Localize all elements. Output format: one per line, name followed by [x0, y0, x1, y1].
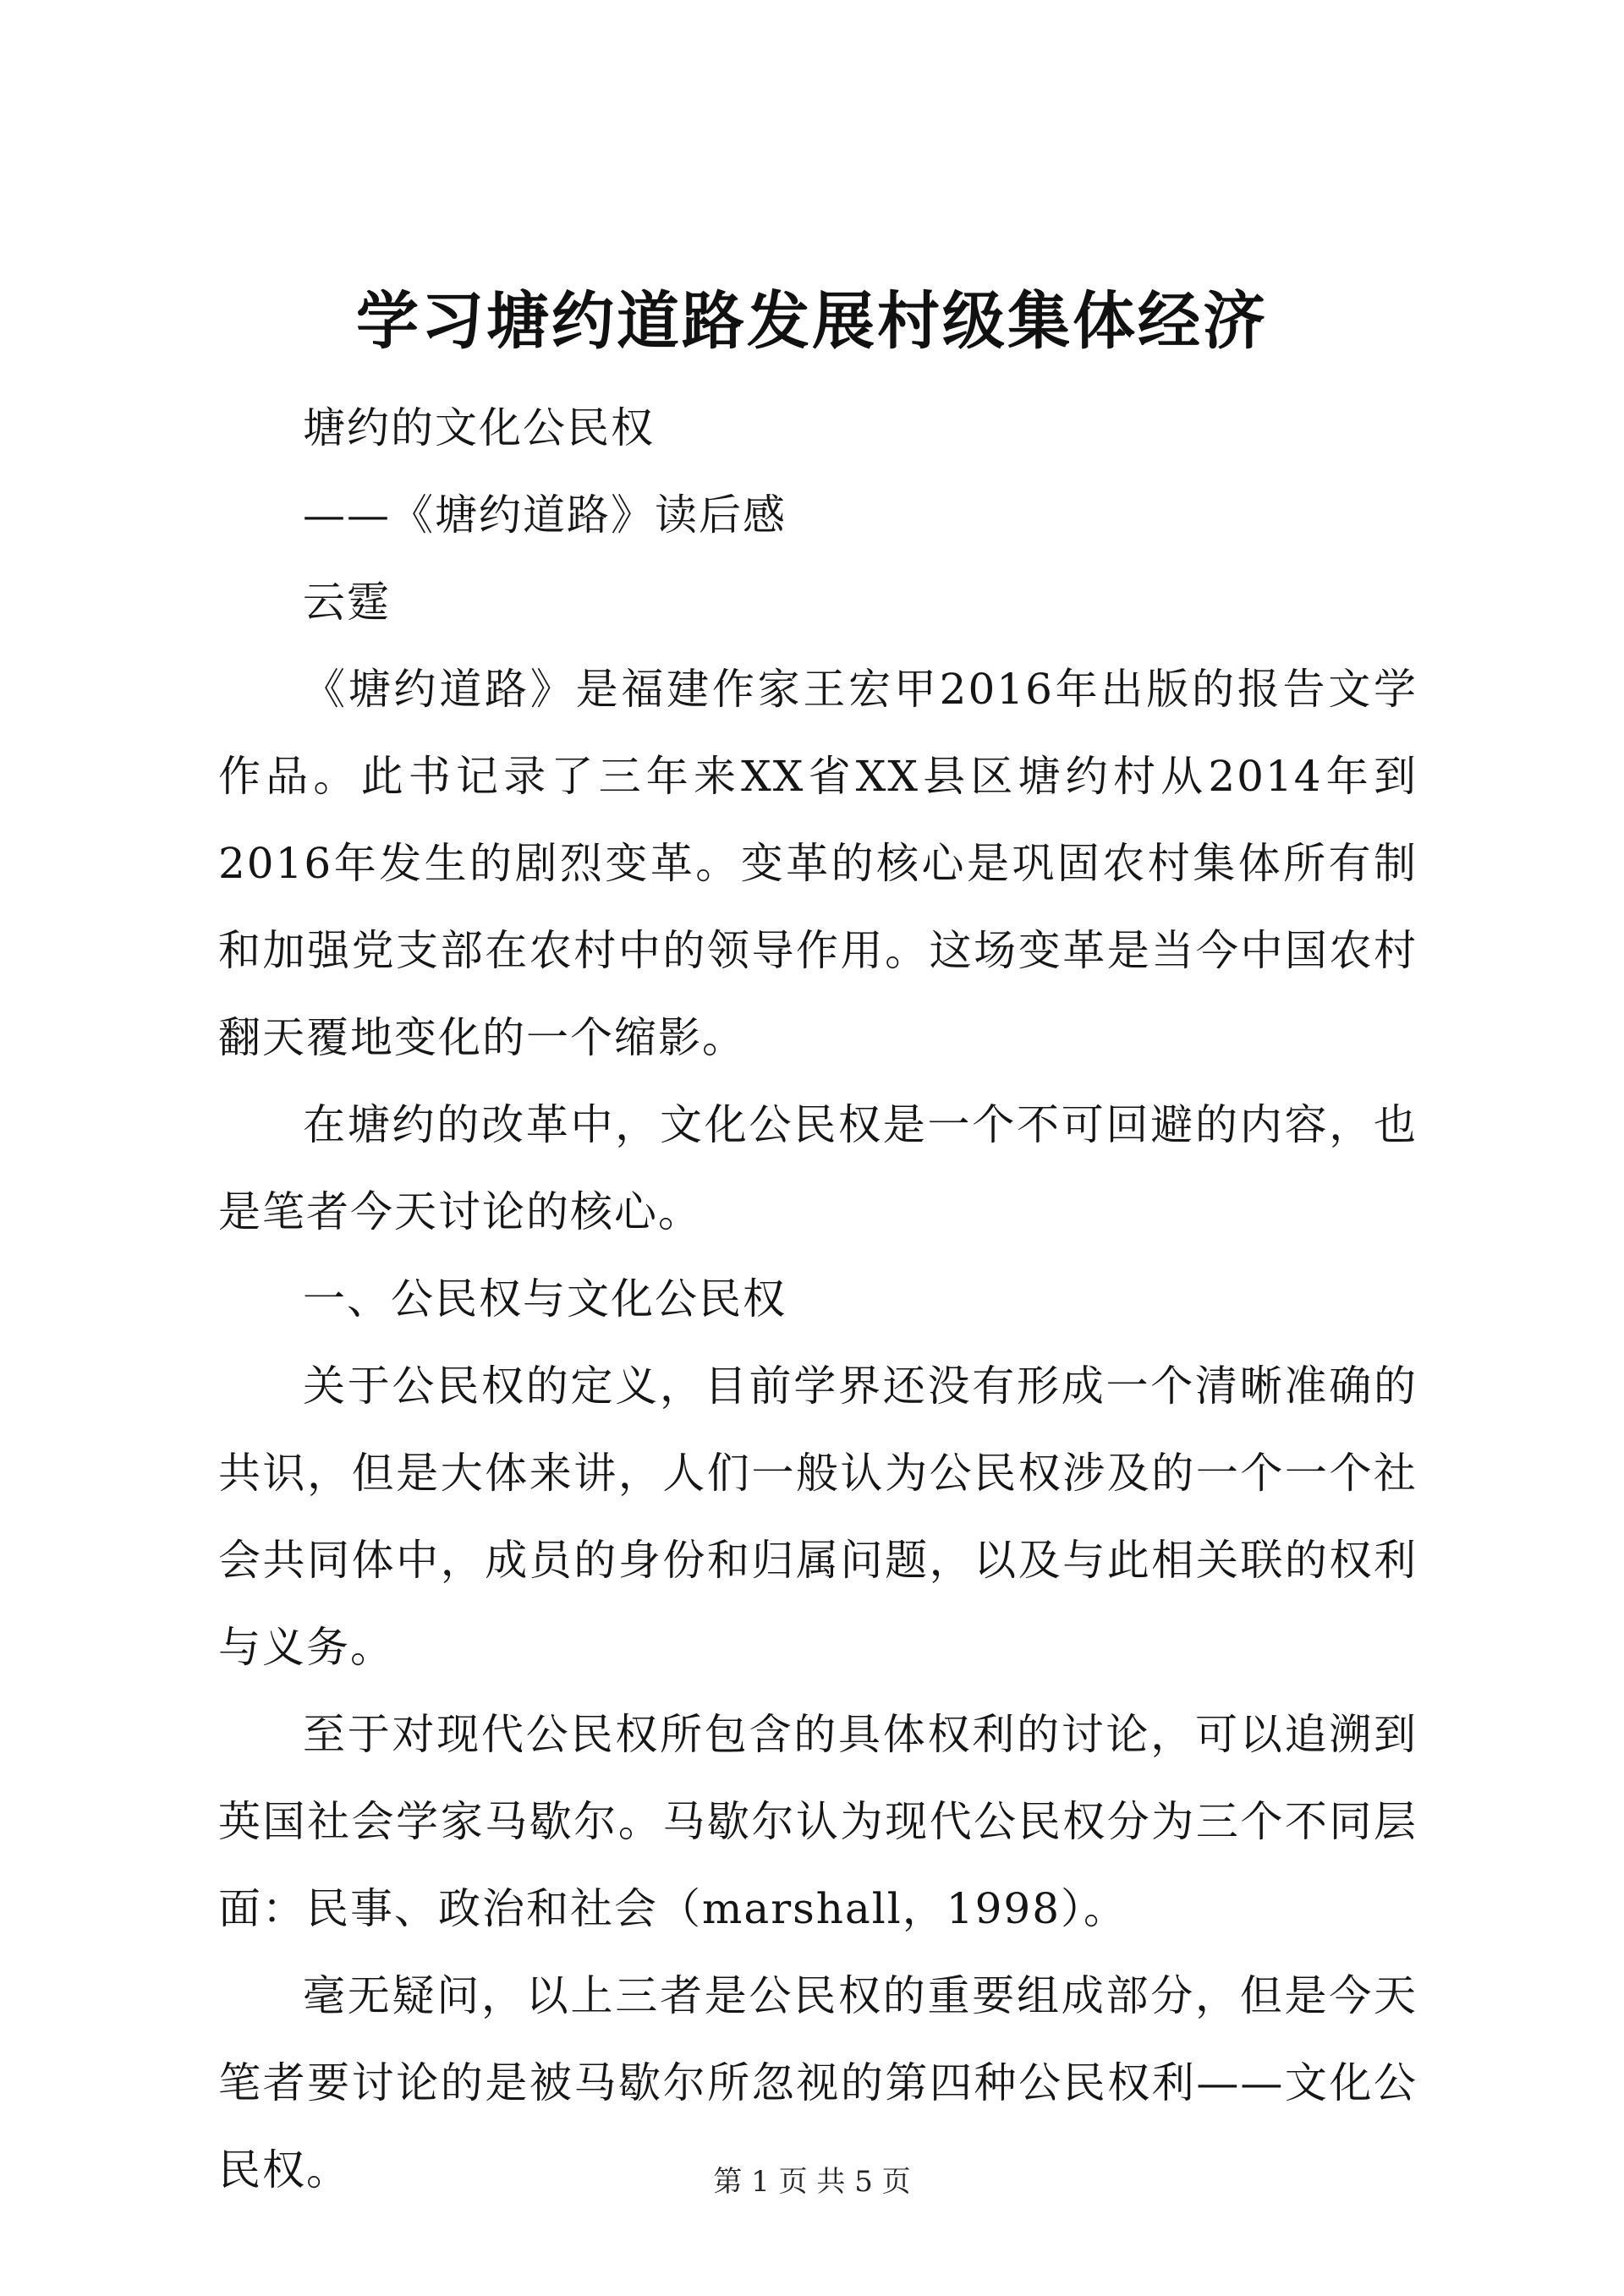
author-name: 云霆 [303, 578, 391, 627]
body-paragraph: 《塘约道路》是福建作家王宏甲2016年出版的报告文学作品。此书记录了三年来XX省XX县区塘约村从2014年到2016年发生的剧烈变革。变革的核心是巩固农村集体所有制和加强党支部在农村中的领导作用。这场变革是当今中国农村翻天覆地变化的一个缩影。 [218, 665, 1418, 1062]
page-footer: 第 1 页 共 5 页 [713, 2165, 911, 2199]
subtitle-line: ——《塘约道路》读后感 [303, 490, 787, 540]
subtitle-paragraph: 塘约的文化公民权 [303, 403, 655, 452]
body-paragraph: 关于公民权的定义，目前学界还没有形成一个清晰准确的共识，但是大体来讲，人们一般认为公民权涉及的一个一个社会共同体中，成员的身份和归属问题，以及与此相关联的权利与义务。 [218, 1362, 1418, 1672]
body-paragraph: 在塘约的改革中，文化公民权是一个不可回避的内容，也是笔者今天讨论的核心。 [218, 1100, 1418, 1236]
body-paragraph: 至于对现代公民权所包含的具体权利的讨论，可以追溯到英国社会学家马歇尔。马歇尔认为现代公民权分为三个不同层面：民事、政治和社会（marshall，1998）。 [218, 1710, 1418, 1933]
document-body [218, 385, 1418, 2214]
body-paragraph: 毫无疑问，以上三者是公民权的重要组成部分，但是今天笔者要讨论的是被马歇尔所忽视的第四种公民权利——文化公民权。 [218, 1971, 1418, 2195]
section-heading: 一、公民权与文化公民权 [303, 1274, 787, 1323]
document-title: 学习塘约道路发展村级集体经济 [356, 285, 1268, 358]
